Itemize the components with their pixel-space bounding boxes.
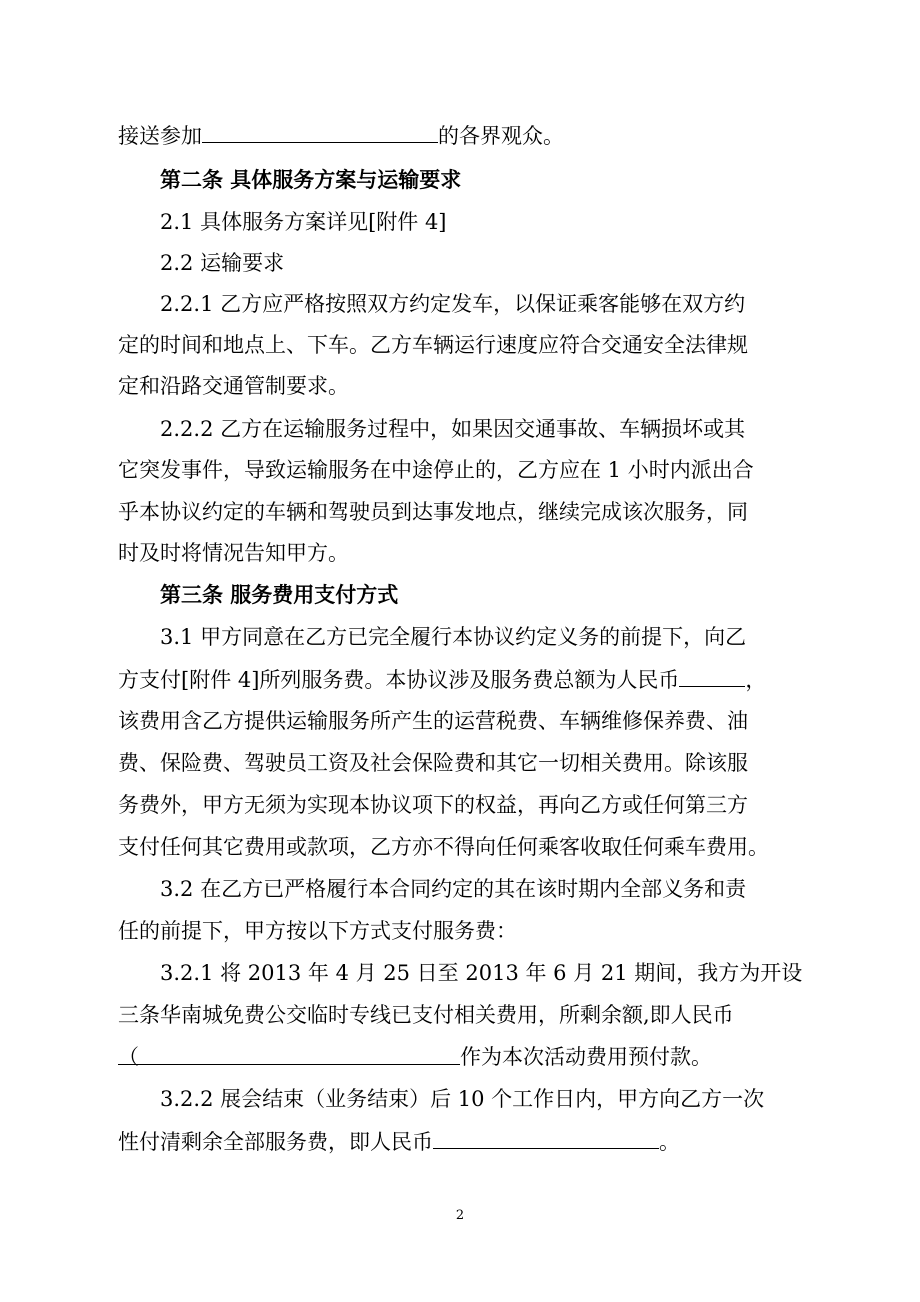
article-heading: 第三条 服务费用支付方式 [160, 582, 399, 607]
fill-in-blank [433, 1126, 659, 1149]
body-line [118, 1042, 818, 1072]
text-span: 性付清剩余全部服务费，即人民币 [118, 1130, 433, 1154]
clause-line: 3.2.2 展会结束（业务结束）后 10 个工作日内，甲方向乙方一次 [160, 1087, 765, 1111]
fill-in-blank [202, 120, 438, 143]
body-line: 支付任何其它费用或款项，乙方亦不得向任何乘客收取任何乘车费用。 [118, 835, 769, 859]
fill-in-blank [118, 1042, 460, 1069]
text-span: 方支付[附件 4]所列服务费。本协议涉及服务费总额为人民币 [118, 668, 680, 692]
body-line: 时及时将情况告知甲方。 [118, 541, 349, 565]
body-line: 务费外，甲方无须为实现本协议项下的权益，再向乙方或任何第三方 [118, 793, 748, 817]
text-span: 。 [659, 1130, 680, 1154]
body-line [118, 664, 818, 695]
text-span: （ [118, 1045, 139, 1069]
page-number: 2 [455, 1208, 465, 1223]
body-line: 三条华南城免费公交临时专线已支付相关费用，所剩余额,即人民币 [118, 1003, 734, 1027]
body-line: 乎本协议约定的车辆和驾驶员到达事发地点，继续完成该次服务，同 [118, 500, 748, 524]
text-span: ， [745, 668, 767, 692]
body-line [118, 120, 818, 151]
clause-line: 2.2 运输要求 [160, 251, 285, 275]
fill-in-blank [679, 664, 745, 687]
clause-line: 3.2 在乙方已严格履行本合同约定的其在该时期内全部义务和责 [160, 877, 747, 901]
clause-line: 3.1 甲方同意在乙方已完全履行本协议约定义务的前提下，向乙 [160, 625, 747, 649]
clause-line: 2.2.2 乙方在运输服务过程中，如果因交通事故、车辆损坏或其 [160, 417, 746, 441]
article-heading: 第二条 具体服务方案与运输要求 [160, 167, 462, 192]
body-line: 它突发事件，导致运输服务在中途停止的，乙方应在 1 小时内派出合 [118, 458, 754, 482]
text-span: 接送参加 [118, 124, 202, 148]
body-line: 定的时间和地点上、下车。乙方车辆运行速度应符合交通安全法律规 [118, 333, 748, 357]
body-line [118, 1126, 818, 1157]
text-span: 的各界观众。 [438, 124, 564, 148]
clause-line: 2.2.1 乙方应严格按照双方约定发车，以保证乘客能够在双方约 [160, 292, 746, 316]
body-line: 任的前提下，甲方按以下方式支付服务费： [118, 919, 517, 943]
body-line: 定和沿路交通管制要求。 [118, 374, 349, 398]
clause-line: 3.2.1 将 2013 年 4 月 25 日至 2013 年 6 月 21 期间，我方为开设 [160, 961, 803, 985]
text-span: 作为本次活动费用预付款。 [460, 1045, 712, 1069]
clause-line: 2.1 具体服务方案详见[附件 4] [160, 210, 447, 234]
body-line: 该费用含乙方提供运输服务所产生的运营税费、车辆维修保养费、油 [118, 709, 748, 733]
body-line: 费、保险费、驾驶员工资及社会保险费和其它一切相关费用。除该服 [118, 751, 748, 775]
